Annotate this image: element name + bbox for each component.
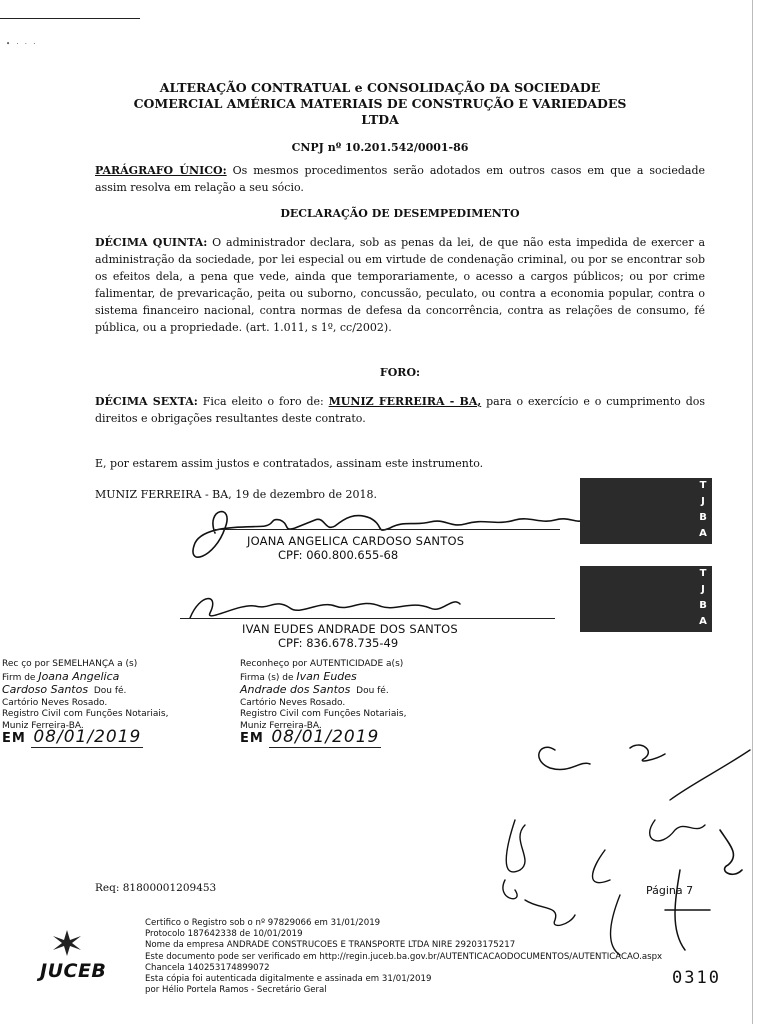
tjba-seal-1-letters [696,478,710,542]
footer-line-3: Nome da empresa ANDRADE CONSTRUCOES E TRANSPORTE LTDA NIRE 29203175217 [145,940,516,951]
stamp-1-firma-hand: Joana Angelica [38,669,120,683]
signature-1-name: JOANA ANGELICA CARDOSO SANTOS [247,534,465,548]
stamp-1-date: 08/01/2019 [33,727,142,747]
decima-sexta-post: para o exercício e o cumprimento dos direitos e obrigações resultantes deste contrato. [95,395,706,425]
seal-letter-b: B [699,512,707,523]
stamp-2-doufe: Dou fé. [356,686,389,696]
declaracao-heading: DECLARAÇÃO DE DESEMPEDIMENTO [280,207,520,220]
title-line-1: ALTERAÇÃO CONTRATUAL e CONSOLIDAÇÃO DA SOCIEDADE [159,80,601,95]
title-line-3: LTDA [361,112,399,127]
signature-line-2 [180,618,555,619]
stamp-1-em: EM [2,731,26,746]
seal-letter-j: J [701,584,705,595]
tjba-seal-2 [580,566,712,632]
stamp-1-date-row [2,727,227,747]
seal-letter-a: A [699,616,707,627]
stamp-1-cidade: Muniz Ferreira-BA. [2,720,84,731]
cnpj-line: CNPJ nº 10.201.542/0001-86 [291,141,469,154]
decima-quinta-label: DÉCIMA QUINTA: [95,236,208,249]
stamp-2-cidade: Muniz Ferreira-BA. [240,720,322,731]
paragrafo-unico-text: Os mesmos procedimentos serão adotados em outros casos em que a sociedade assim resolva em relação a seu sócio. [95,164,705,194]
tjba-seal-1 [580,478,712,544]
stamp-2-firma-hand-2: Andrade dos Santos [240,683,351,696]
decima-sexta-pre: Fica eleito o foro de: [197,395,329,408]
footer-line-7: por Hélio Portela Ramos - Secretário Geral [145,985,327,996]
stamp-1-firma-hand-2: Cardoso Santos [2,683,89,696]
stamp-2-firma-hand: Ivan Eudes [296,669,357,683]
stamp-2-registro: Registro Civil com Funções Notariais, [240,709,407,719]
registry-certificate [145,918,662,996]
stamp-1-title: Rec ço por SEMELHANÇA a (s) [2,659,138,669]
notary-stamp-2 [240,659,465,745]
document-title [100,80,660,128]
scan-specks: • · · · [6,40,38,48]
notary-stamp-1 [2,659,227,745]
stamp-1-registro: Registro Civil com Funções Notariais, [2,709,169,719]
footer-line-1: Certifico o Registro sob o nº 97829066 em 31/01/2019 [145,918,381,928]
signature-2-cpf: CPF: 836.678.735-49 [278,636,399,650]
stamp-1-firma [2,671,227,685]
signature-2-name: IVAN EUDES ANDRADE DOS SANTOS [242,622,458,636]
stamp-2-firma [240,671,465,685]
stamp-2-date-row [240,727,465,747]
stamp-2-em: EM [240,731,264,746]
stamp-2-firma-2 [240,684,465,698]
seal-letter-t: T [699,480,707,491]
footer-line-5: Chancela 140253174899072 [145,962,270,973]
juceb-logo-icon [50,928,84,958]
decima-quinta [95,234,705,336]
seal-letter-b: B [699,600,707,611]
title-line-2: COMERCIAL AMÉRICA MATERIAIS DE CONSTRUÇÃO E VARIEDADES [133,96,627,111]
document-code: 0310 [672,968,721,988]
stamp-2-title: Reconheço por AUTENTICIDADE a(s) [240,659,404,669]
stamp-1-cartorio: Cartório Neves Rosado. [2,697,108,708]
decima-sexta-label: DÉCIMA SEXTA: [95,395,198,408]
stamp-1-doufe: Dou fé. [93,686,127,696]
footer-line-4: Este documento pode ser verificado em http://regin.juceb.ba.gov.br/AUTENTICACAODOCUMENTOS/AUTENTICACAO.aspx [145,951,663,962]
signature-1-cpf: CPF: 060.800.655-68 [278,548,399,562]
page-number: Página 7 [646,884,694,897]
paragrafo-unico [95,162,705,196]
closing-statement: E, por estarem assim justos e contratados, assinam este instrumento. [95,457,484,470]
footer-line-6: Esta cópia foi autenticada digitalmente e assinada em 31/01/2019 [145,974,432,985]
paragrafo-unico-label: PARÁGRAFO ÚNICO: [95,164,227,177]
stamp-2-cartorio: Cartório Neves Rosado. [240,697,346,708]
juceb-logo-text: JUCEB [40,960,107,982]
stamp-2-firma-label: Firma (s) de [240,672,294,683]
tjba-seal-2-letters [696,566,710,630]
request-number: Req: 81800001209453 [95,882,217,894]
stamp-1-firma-label: Firm de [2,672,36,683]
seal-letter-j: J [701,496,705,507]
seal-letter-t: T [699,568,707,579]
foro-heading: FORO: [379,366,421,379]
place-date: MUNIZ FERREIRA - BA, 19 de dezembro de 2018. [95,488,377,501]
decima-sexta-place: MUNIZ FERREIRA - BA, [328,395,482,408]
footer-line-2: Protocolo 187642338 de 10/01/2019 [145,929,303,940]
stamp-1-firma-2 [2,684,227,698]
decima-quinta-text: O administrador declara, sob as penas da lei, de que não esta impedida de exercer a administração da sociedade, por lei especial ou em virtude de condenação criminal, ou por se encontrar sob os efeitos dela, a pena que vede, ainda que temporariamente, o acesso a cargos públicos; ou por crime falimentar, de prevaricação, peita ou suborno, concussão, peculato, ou contra a economia popular, contra o sistema financeiro nacional, contra normas de defesa da concorrência, contra as relações de consumo, fé pública, ou a propriedade. (art. 1.011, s 1º, cc/2002). [95,236,706,334]
decima-sexta [95,393,705,427]
signature-line-1 [215,529,560,530]
scan-top-line [0,18,140,19]
seal-letter-a: A [699,528,707,539]
stamp-2-date: 08/01/2019 [271,727,380,747]
